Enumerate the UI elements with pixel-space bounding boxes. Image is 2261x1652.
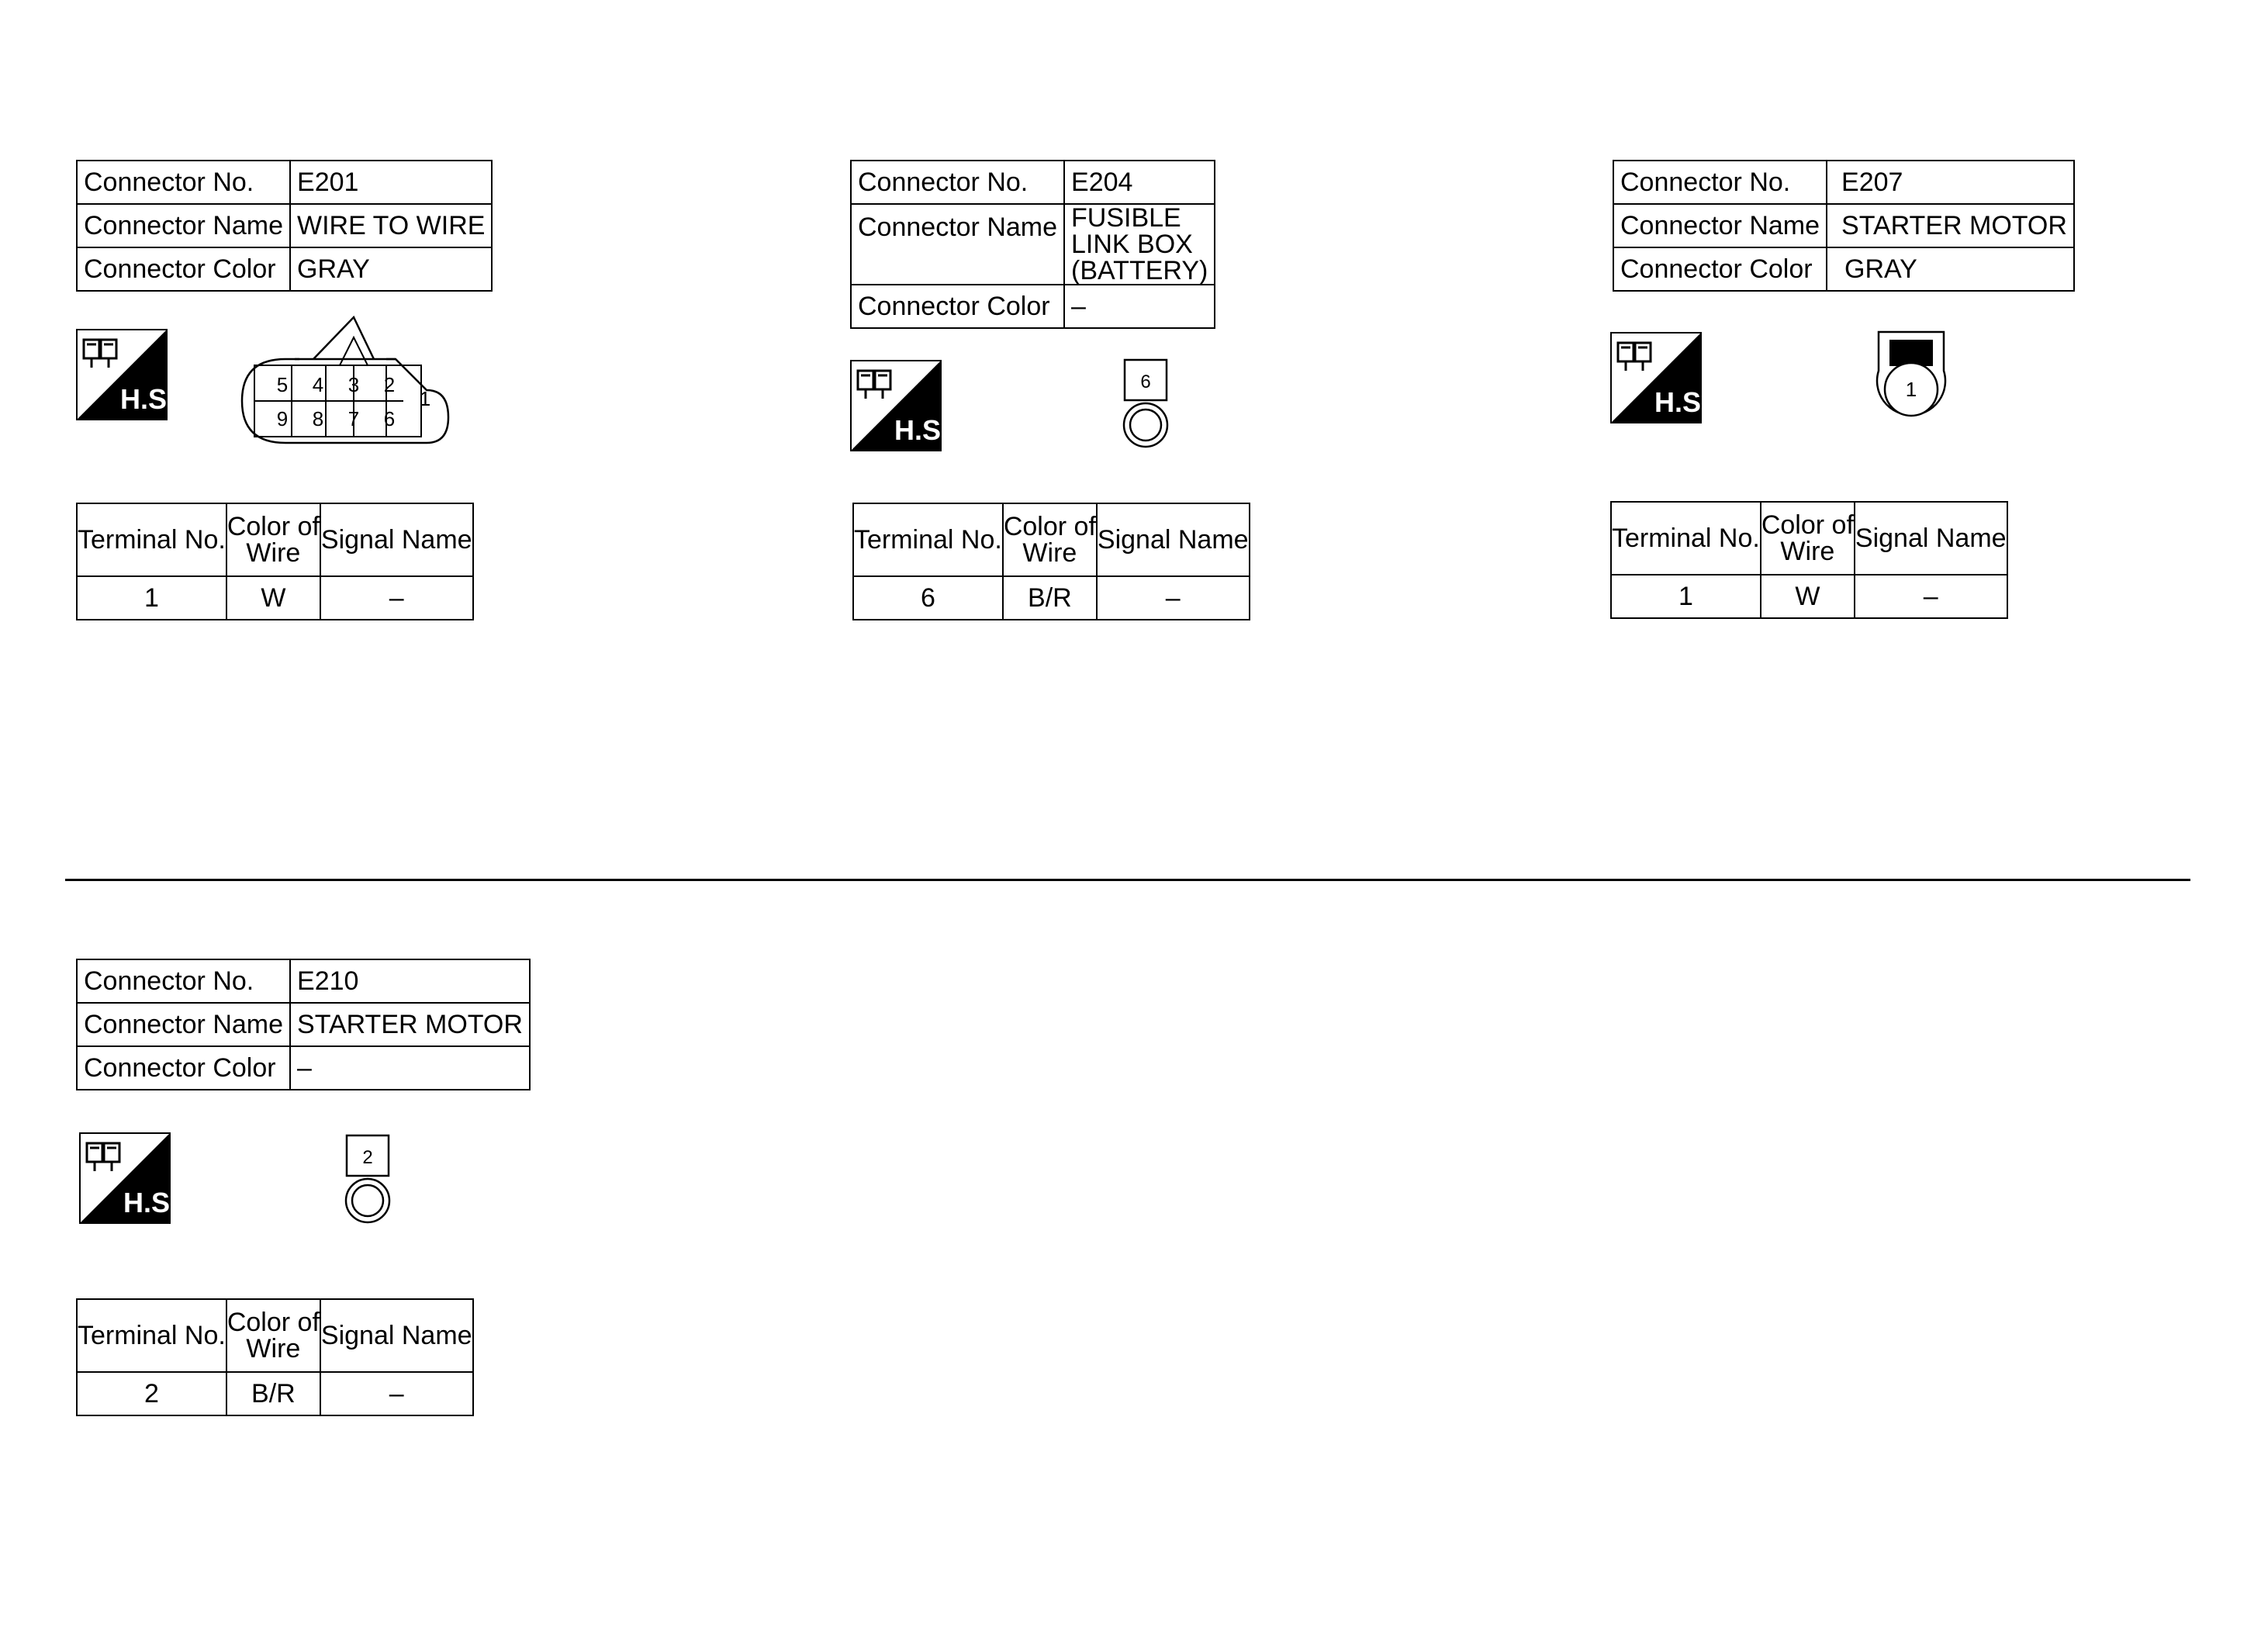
terminal-no-cell: 2 <box>77 1372 226 1415</box>
connector-name-value: STARTER MOTOR <box>290 1003 530 1046</box>
hs-badge-text: H.S. <box>119 383 175 415</box>
table-row <box>1611 575 2007 618</box>
connector-no-label: Connector No. <box>77 161 290 204</box>
table-row <box>853 576 1250 620</box>
hs-badge-text: H.S. <box>1654 386 1710 418</box>
wire-color-cell: W <box>1761 575 1855 618</box>
connector-name-value: WIRE TO WIRE <box>290 204 492 247</box>
connector-name-label: Connector Name <box>77 1003 290 1046</box>
signal-name-header: Signal Name <box>320 1299 473 1372</box>
color-of-wire-header: Color of Wire <box>226 1299 320 1372</box>
signal-name-cell: – <box>1855 575 2007 618</box>
harness-side-icon <box>79 1132 178 1224</box>
wire-color-cell: B/R <box>226 1372 320 1415</box>
connector-color-value: GRAY <box>1827 247 2074 291</box>
connector-no-value: E210 <box>290 959 530 1003</box>
connector-no-label: Connector No. <box>1613 161 1827 204</box>
table-row <box>77 576 473 620</box>
harness-side-icon <box>1610 332 1710 423</box>
section-divider <box>65 879 2190 881</box>
terminal-table <box>852 503 1250 620</box>
wire-color-cell: B/R <box>1003 576 1097 620</box>
connector-info-table <box>1613 160 2075 292</box>
color-of-wire-header: Color of Wire <box>1003 503 1097 576</box>
terminal-4-label: 4 <box>312 373 324 396</box>
terminal-no-header: Terminal No. <box>1611 502 1761 575</box>
connector-color-label: Connector Color <box>77 1046 290 1090</box>
terminal-table <box>1610 501 2008 619</box>
connector-name-value: STARTER MOTOR <box>1827 204 2074 247</box>
connector-color-value: – <box>290 1046 530 1090</box>
terminal-table <box>76 503 474 620</box>
connector-no-value: E207 <box>1827 161 2074 204</box>
connector-color-label: Connector Color <box>77 247 290 291</box>
terminal-2-label: 2 <box>383 373 396 396</box>
terminal-table <box>76 1298 474 1416</box>
signal-name-cell: – <box>320 576 473 620</box>
connector-color-label: Connector Color <box>851 285 1064 328</box>
hs-badge-text: H.S. <box>123 1187 178 1218</box>
connector-info-table <box>76 160 493 292</box>
connector-info-table <box>850 160 1215 329</box>
terminal-7-label: 7 <box>347 407 360 430</box>
terminal-no-cell: 6 <box>853 576 1003 620</box>
connector-face-e201 <box>239 314 464 454</box>
terminal-6-label: 6 <box>383 407 396 430</box>
terminal-no-header: Terminal No. <box>77 1299 226 1372</box>
connector-face-e210 <box>341 1134 395 1230</box>
connector-color-label: Connector Color <box>1613 247 1827 291</box>
color-of-wire-header: Color of Wire <box>1761 502 1855 575</box>
harness-side-icon <box>76 329 175 420</box>
connector-color-value: GRAY <box>290 247 492 291</box>
connector-no-label: Connector No. <box>851 161 1064 204</box>
terminal-3-label: 3 <box>347 373 360 396</box>
terminal-1-label: 1 <box>419 387 431 410</box>
connector-info-table <box>76 959 531 1090</box>
terminal-2-label: 2 <box>362 1147 373 1168</box>
signal-name-cell: – <box>320 1372 473 1415</box>
connector-face-e204 <box>1118 358 1173 454</box>
terminal-5-label: 5 <box>276 373 289 396</box>
terminal-no-header: Terminal No. <box>77 503 226 576</box>
signal-name-cell: – <box>1097 576 1250 620</box>
connector-color-value: – <box>1064 285 1215 328</box>
terminal-no-cell: 1 <box>1611 575 1761 618</box>
hs-badge-text: H.S. <box>894 414 949 446</box>
connector-no-label: Connector No. <box>77 959 290 1003</box>
terminal-no-cell: 1 <box>77 576 226 620</box>
terminal-9-label: 9 <box>276 407 289 430</box>
terminal-6-label: 6 <box>1140 372 1151 392</box>
connector-name-label: Connector Name <box>1613 204 1827 247</box>
connector-no-value: E204 <box>1064 161 1215 204</box>
table-row <box>77 1372 473 1415</box>
wire-color-cell: W <box>226 576 320 620</box>
signal-name-header: Signal Name <box>1097 503 1250 576</box>
connector-no-value: E201 <box>290 161 492 204</box>
harness-side-icon <box>850 360 949 451</box>
connector-name-label: Connector Name <box>851 204 1064 285</box>
connector-name-value: FUSIBLE LINK BOX (BATTERY) <box>1064 204 1215 285</box>
terminal-no-header: Terminal No. <box>853 503 1003 576</box>
terminal-1-label: 1 <box>1905 378 1917 401</box>
signal-name-header: Signal Name <box>320 503 473 576</box>
color-of-wire-header: Color of Wire <box>226 503 320 576</box>
connector-name-label: Connector Name <box>77 204 290 247</box>
signal-name-header: Signal Name <box>1855 502 2007 575</box>
terminal-8-label: 8 <box>312 407 324 430</box>
connector-face-e207 <box>1871 330 1952 431</box>
